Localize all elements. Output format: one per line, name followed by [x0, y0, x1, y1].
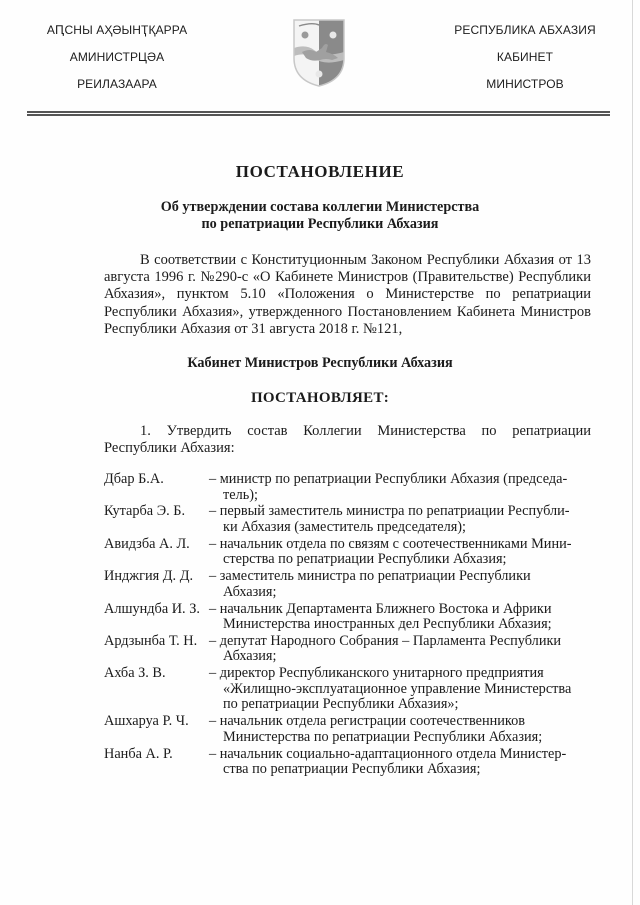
member-role-line: – министр по репатриации Республики Абхазия (председа- [209, 471, 568, 487]
letterhead-russian-line-2: КАБИНЕТ [496, 50, 554, 64]
member-role-line: – начальник социально-адаптационного отдела Министер- [209, 745, 567, 762]
member-name: Дбар Б.А. [104, 471, 164, 487]
member-role [209, 504, 594, 535]
collegium-members-list [104, 472, 594, 779]
member-name: Ашхаруа Р. Ч. [104, 713, 189, 730]
subtitle-line-2: по репатриации Республики Абхазия [201, 216, 439, 232]
member-role-line: – начальник отдела регистрации соотечественников [209, 713, 526, 730]
member-role-line: – депутат Народного Собрания – Парламента Республики [209, 632, 562, 649]
member-role [209, 472, 594, 503]
member-row [104, 747, 594, 778]
letterhead-abkhaz [30, 22, 204, 103]
member-name: Алшундба И. З. [104, 600, 200, 617]
member-name: Ахба З. В. [104, 665, 166, 682]
member-row [104, 504, 594, 535]
member-role-line: – заместитель министра по репатриации Республики [209, 568, 531, 585]
member-name: Инджгия Д. Д. [104, 568, 194, 585]
letterhead-russian [440, 22, 610, 103]
letterhead-russian-line-1: РЕСПУБЛИКА АБХАЗИЯ [454, 23, 596, 37]
member-role-line: тель); [223, 486, 258, 503]
member-row [104, 666, 594, 713]
member-role-line: – директор Республиканского унитарного предприятия [209, 665, 544, 682]
document-subtitle [0, 199, 640, 233]
resolves-heading: ПОСТАНОВЛЯЕТ: [250, 390, 390, 406]
clause-1-text: 1. Утвердить состав Коллегии Министерства по репатриации Республики Абхазия: [104, 423, 591, 457]
page-edge-divider [632, 0, 633, 905]
member-role-line: по репатриации Республики Абхазия»; [223, 696, 459, 713]
member-row [104, 714, 594, 745]
letterhead-abkhaz-line-2: АМИНИСТРЦӘА [69, 50, 165, 64]
member-name: Ардзынба Т. Н. [104, 632, 198, 649]
member-role-line: – первый заместитель министра по репатриации Республи- [209, 503, 570, 520]
member-name: Нанба А. Р. [104, 745, 173, 762]
preamble-paragraph: В соответствии с Конституционным Законом Республики Абхазия от 13 августа 1996 г. №290-с «О Кабинете Министров (Правительстве) Республики Абхазия», пунктом 5.10 «Положения о Министерстве по репатриации Республики Абхазия», утвержденного Постановлением Кабинета Министров Республики Абхазия от 31 августа 2018 г. №121, [104, 252, 591, 337]
member-role-line: – начальник отдела по связям с соотечественниками Мини- [209, 535, 572, 552]
letterhead-abkhaz-line-3: РЕИЛАЗААРА [77, 77, 157, 91]
member-role-line: ства по репатриации Республики Абхазия; [223, 761, 481, 778]
letterhead-abkhaz-line-1: АԤСНЫ АҲӘЫНҬҚАРРА [46, 23, 188, 37]
member-row [104, 634, 594, 665]
member-role [209, 537, 594, 568]
document-title: ПОСТАНОВЛЕНИЕ [235, 162, 405, 181]
member-row [104, 602, 594, 633]
member-role-line: стерства по репатриации Республики Абхазия; [223, 551, 507, 568]
member-name: Кутарба Э. Б. [104, 503, 186, 520]
member-role [209, 666, 594, 713]
member-role [209, 634, 594, 665]
member-role [209, 747, 594, 778]
member-role-line: – начальник Департамента Ближнего Востока и Африки [209, 600, 552, 617]
member-row [104, 537, 594, 568]
coat-of-arms-icon [292, 18, 346, 88]
member-role [209, 602, 594, 633]
member-role [209, 569, 594, 600]
member-role-line: «Жилищно-эксплуатационное управление Министерства [223, 680, 572, 697]
member-role-line: Абхазия; [223, 583, 277, 600]
issuer-heading: Кабинет Министров Республики Абхазия [187, 355, 453, 371]
subtitle-line-1: Об утверждении состава коллегии Министерства [160, 199, 480, 215]
member-role-line: ки Абхазия (заместитель председателя); [223, 518, 467, 535]
member-row [104, 472, 594, 503]
member-role-line: Абхазия; [223, 648, 277, 665]
member-role-line: Министерства иностранных дел Республики Абхазия; [223, 616, 552, 633]
member-name: Авидзба А. Л. [104, 535, 190, 552]
member-role-line: Министерства по репатриации Республики Абхазия; [223, 728, 543, 745]
letterhead-russian-line-3: МИНИСТРОВ [486, 77, 564, 91]
member-row [104, 569, 594, 600]
letterhead-divider [27, 111, 610, 116]
member-role [209, 714, 594, 745]
